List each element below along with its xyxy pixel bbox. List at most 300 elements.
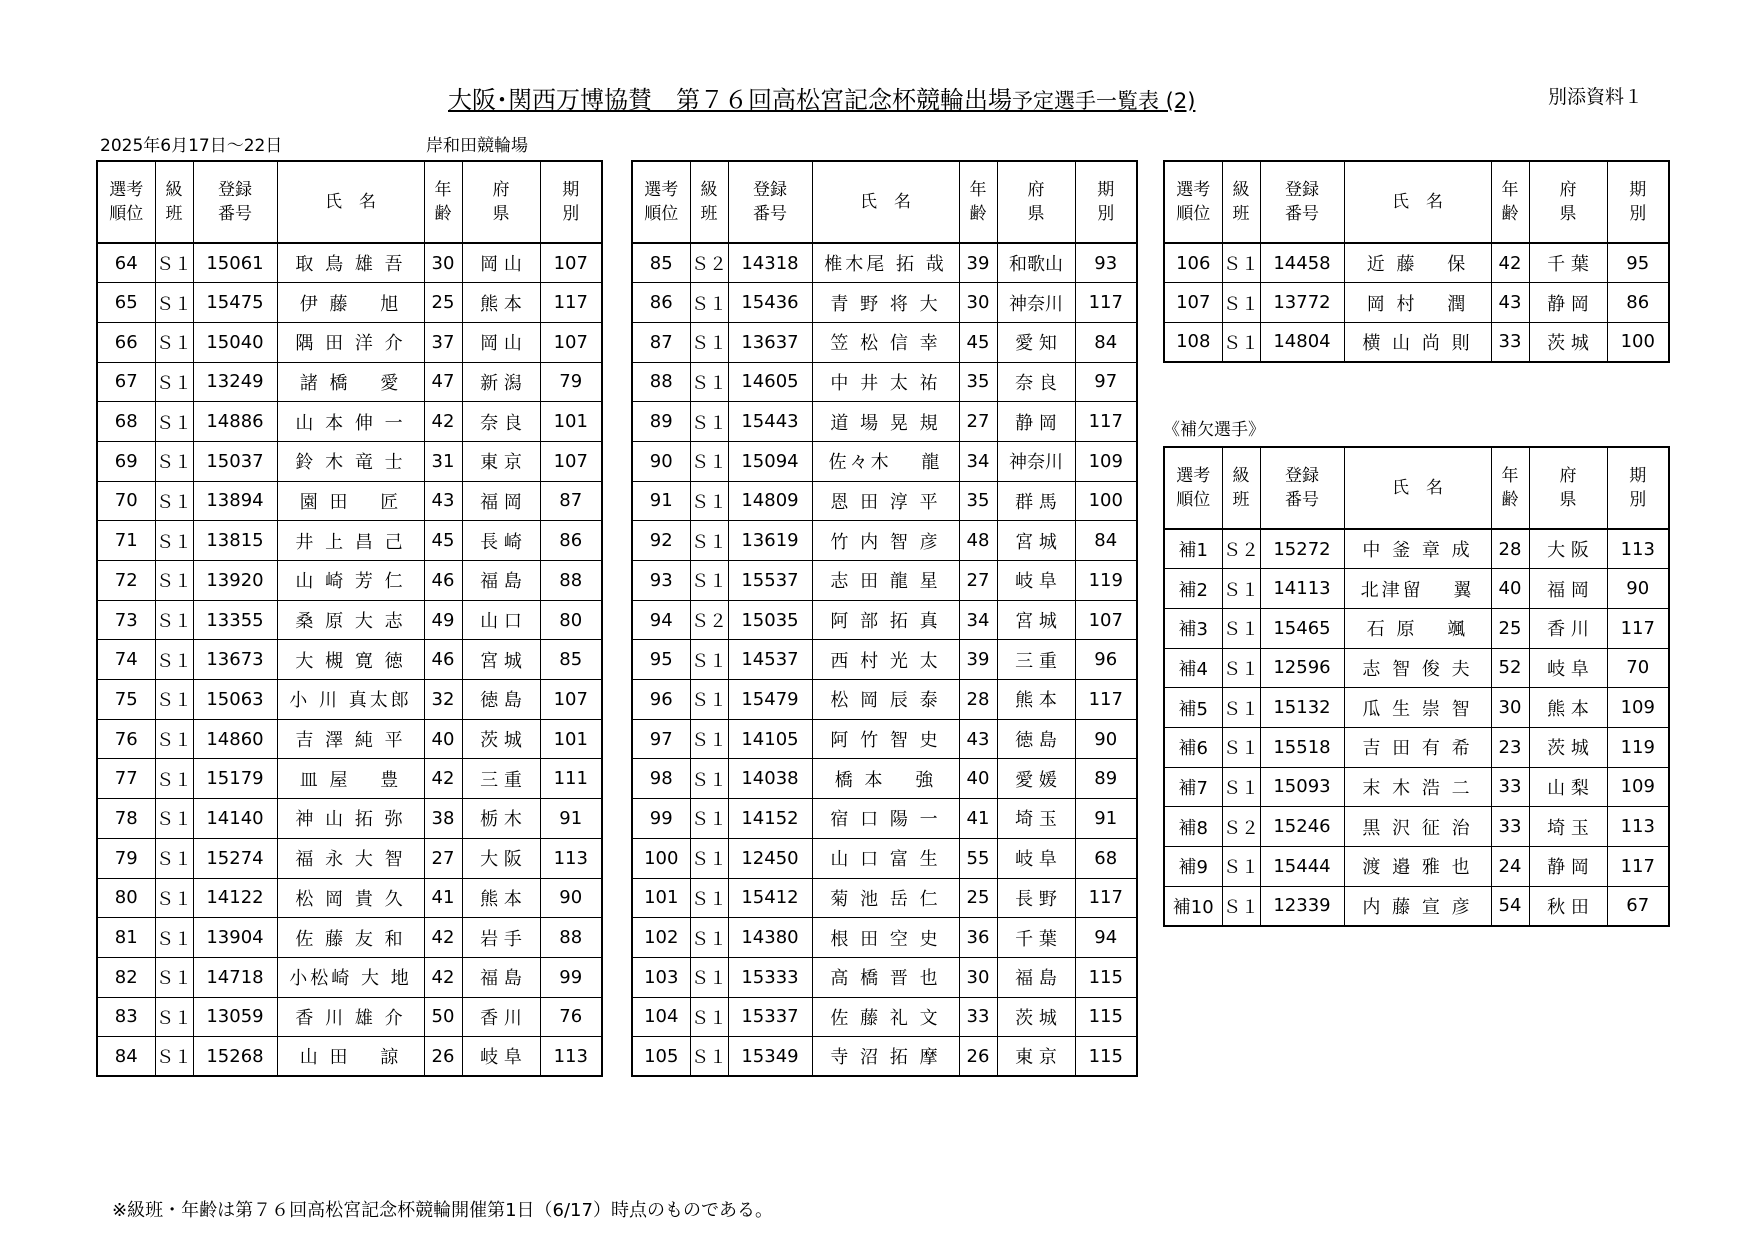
cell-name: 小松崎 大 地: [277, 957, 424, 997]
cell-pref: 茨 城: [1529, 727, 1607, 767]
cell-cls: Ｓ１: [1222, 847, 1260, 887]
cell-pref: 山 口: [462, 600, 540, 640]
cell-name: 隅 田 洋 介: [277, 322, 424, 362]
cell-cls: Ｓ１: [155, 322, 193, 362]
cell-age: 32: [424, 680, 462, 720]
cell-cls: Ｓ１: [155, 561, 193, 601]
cell-age: 46: [424, 640, 462, 680]
cell-rank: 100: [632, 838, 690, 878]
cell-reg: 15518: [1260, 727, 1344, 767]
cell-reg: 15094: [728, 441, 812, 481]
cell-pref: 大 阪: [1529, 529, 1607, 569]
table-row: [632, 322, 1137, 362]
cell-rank: 補3: [1164, 608, 1222, 648]
cell-reg: 15061: [193, 243, 277, 283]
cell-reg: 12450: [728, 838, 812, 878]
roster-table-2: [631, 160, 1138, 1077]
cell-name: 高 橋 晋 也: [812, 957, 959, 997]
cell-name: 近 藤 保: [1344, 243, 1491, 283]
cell-age: 34: [959, 441, 997, 481]
cell-cls: Ｓ１: [690, 997, 728, 1037]
cell-cls: Ｓ１: [690, 680, 728, 720]
table-row: [632, 680, 1137, 720]
table-row: [632, 957, 1137, 997]
table-row: [1164, 243, 1669, 283]
cell-term: 90: [1607, 569, 1669, 609]
table-row: [1164, 847, 1669, 887]
title-main: 大阪･関西万博協賛 第７６回高松宮記念杯競輪出場: [448, 86, 1012, 114]
table-row: [632, 561, 1137, 601]
table-row: [632, 759, 1137, 799]
table-row: [1164, 322, 1669, 362]
cell-age: 50: [424, 997, 462, 1037]
column-header-age: 年 齢: [959, 161, 997, 243]
cell-reg: 15037: [193, 441, 277, 481]
cell-name: 根 田 空 史: [812, 918, 959, 958]
table-row: [1164, 767, 1669, 807]
cell-term: 99: [540, 957, 602, 997]
column-header-cls: 級 班: [1222, 447, 1260, 529]
venue: 岸和田競輪場: [426, 136, 528, 156]
cell-cls: Ｓ１: [690, 561, 728, 601]
cell-pref: 茨 城: [462, 719, 540, 759]
cell-term: 68: [1075, 838, 1137, 878]
cell-name: 竹 内 智 彦: [812, 521, 959, 561]
table-row: [1164, 886, 1669, 926]
cell-name: 志 田 龍 星: [812, 561, 959, 601]
cell-term: 107: [1075, 600, 1137, 640]
cell-rank: 83: [97, 997, 155, 1037]
cell-pref: 宮 城: [997, 600, 1075, 640]
cell-term: 117: [1075, 283, 1137, 323]
cell-name: 山 本 伸 一: [277, 402, 424, 442]
cell-age: 47: [424, 362, 462, 402]
column-header-cls: 級 班: [690, 161, 728, 243]
cell-cls: Ｓ１: [155, 362, 193, 402]
table-row: [97, 521, 602, 561]
cell-reg: 14718: [193, 957, 277, 997]
cell-pref: 奈 良: [462, 402, 540, 442]
table-row: [632, 997, 1137, 1037]
cell-rank: 65: [97, 283, 155, 323]
cell-pref: 岡 山: [462, 243, 540, 283]
column-header-age: 年 齢: [1491, 447, 1529, 529]
table-row: [1164, 727, 1669, 767]
cell-pref: 長 崎: [462, 521, 540, 561]
cell-age: 30: [424, 243, 462, 283]
cell-pref: 三 重: [462, 759, 540, 799]
cell-rank: 102: [632, 918, 690, 958]
cell-rank: 67: [97, 362, 155, 402]
cell-pref: 熊 本: [462, 283, 540, 323]
cell-cls: Ｓ１: [690, 362, 728, 402]
cell-reg: 13355: [193, 600, 277, 640]
footnote: ※級班・年齢は第７６回高松宮記念杯競輪開催第1日（6/17）時点のものである。: [112, 1200, 773, 1221]
cell-age: 25: [424, 283, 462, 323]
cell-rank: 103: [632, 957, 690, 997]
cell-rank: 96: [632, 680, 690, 720]
cell-term: 96: [1075, 640, 1137, 680]
cell-cls: Ｓ１: [690, 481, 728, 521]
cell-term: 115: [1075, 997, 1137, 1037]
cell-rank: 101: [632, 878, 690, 918]
cell-pref: 千 葉: [997, 918, 1075, 958]
cell-cls: Ｓ１: [690, 918, 728, 958]
cell-age: 30: [959, 957, 997, 997]
cell-term: 67: [1607, 886, 1669, 926]
cell-cls: Ｓ１: [155, 521, 193, 561]
cell-name: 宿 口 陽 一: [812, 799, 959, 839]
table-row: [1164, 283, 1669, 323]
cell-reg: 14605: [728, 362, 812, 402]
cell-name: 椎木尾 拓 哉: [812, 243, 959, 283]
cell-age: 43: [424, 481, 462, 521]
cell-age: 42: [424, 759, 462, 799]
date-range: 2025年6月17日～22日: [100, 136, 283, 156]
cell-reg: 13249: [193, 362, 277, 402]
cell-reg: 15436: [728, 283, 812, 323]
table-row: [97, 561, 602, 601]
cell-cls: Ｓ１: [1222, 688, 1260, 728]
cell-pref: 香 川: [1529, 608, 1607, 648]
cell-term: 117: [1075, 878, 1137, 918]
cell-reg: 14105: [728, 719, 812, 759]
cell-rank: 補1: [1164, 529, 1222, 569]
cell-rank: 68: [97, 402, 155, 442]
cell-rank: 77: [97, 759, 155, 799]
cell-age: 39: [959, 640, 997, 680]
cell-pref: 福 島: [997, 957, 1075, 997]
cell-cls: Ｓ１: [1222, 283, 1260, 323]
cell-name: 渡 邉 雅 也: [1344, 847, 1491, 887]
cell-name: 神 山 拓 弥: [277, 799, 424, 839]
table-row: [1164, 648, 1669, 688]
table-row: [632, 918, 1137, 958]
column-header-name: 氏 名: [1344, 447, 1491, 529]
cell-age: 54: [1491, 886, 1529, 926]
cell-term: 93: [1075, 243, 1137, 283]
header-row: [632, 161, 1137, 243]
cell-term: 117: [1075, 680, 1137, 720]
cell-pref: 奈 良: [997, 362, 1075, 402]
table-row: [97, 799, 602, 839]
cell-rank: 補8: [1164, 807, 1222, 847]
cell-rank: 69: [97, 441, 155, 481]
cell-term: 76: [540, 997, 602, 1037]
cell-cls: Ｓ１: [155, 283, 193, 323]
cell-rank: 95: [632, 640, 690, 680]
table-row: [632, 640, 1137, 680]
table-row: [1164, 608, 1669, 648]
table-row: [1164, 688, 1669, 728]
cell-reg: 15246: [1260, 807, 1344, 847]
table-row: [97, 441, 602, 481]
cell-name: 阿 竹 智 史: [812, 719, 959, 759]
cell-cls: Ｓ１: [690, 878, 728, 918]
cell-term: 86: [540, 521, 602, 561]
cell-rank: 93: [632, 561, 690, 601]
cell-cls: Ｓ１: [1222, 608, 1260, 648]
cell-term: 84: [1075, 521, 1137, 561]
cell-rank: 72: [97, 561, 155, 601]
cell-term: 115: [1075, 957, 1137, 997]
cell-cls: Ｓ１: [155, 402, 193, 442]
cell-rank: 66: [97, 322, 155, 362]
cell-age: 31: [424, 441, 462, 481]
table-row: [632, 283, 1137, 323]
table-row: [97, 322, 602, 362]
cell-name: 寺 沼 拓 摩: [812, 1037, 959, 1077]
cell-term: 88: [540, 918, 602, 958]
cell-pref: 熊 本: [1529, 688, 1607, 728]
cell-term: 70: [1607, 648, 1669, 688]
cell-cls: Ｓ１: [155, 600, 193, 640]
cell-age: 23: [1491, 727, 1529, 767]
table-row: [632, 402, 1137, 442]
cell-reg: 15272: [1260, 529, 1344, 569]
cell-pref: 山 梨: [1529, 767, 1607, 807]
cell-name: 岡 村 潤: [1344, 283, 1491, 323]
cell-rank: 97: [632, 719, 690, 759]
cell-name: 西 村 光 太: [812, 640, 959, 680]
cell-age: 41: [424, 878, 462, 918]
cell-age: 42: [1491, 243, 1529, 283]
cell-age: 42: [424, 957, 462, 997]
column-header-reg: 登録 番号: [1260, 447, 1344, 529]
cell-rank: 105: [632, 1037, 690, 1077]
cell-cls: Ｓ１: [690, 521, 728, 561]
cell-name: 佐 藤 礼 文: [812, 997, 959, 1037]
cell-rank: 64: [97, 243, 155, 283]
cell-age: 35: [959, 481, 997, 521]
table-row: [632, 838, 1137, 878]
cell-age: 42: [424, 918, 462, 958]
cell-cls: Ｓ１: [690, 640, 728, 680]
cell-term: 113: [540, 1037, 602, 1077]
cell-cls: Ｓ２: [1222, 529, 1260, 569]
cell-term: 80: [540, 600, 602, 640]
cell-term: 86: [1607, 283, 1669, 323]
cell-age: 30: [1491, 688, 1529, 728]
cell-age: 28: [1491, 529, 1529, 569]
cell-reg: 14809: [728, 481, 812, 521]
cell-rank: 84: [97, 1037, 155, 1077]
cell-name: 佐々木 龍: [812, 441, 959, 481]
cell-age: 49: [424, 600, 462, 640]
cell-pref: 香 川: [462, 997, 540, 1037]
table-row: [97, 243, 602, 283]
cell-name: 伊 藤 旭: [277, 283, 424, 323]
cell-pref: 秋 田: [1529, 886, 1607, 926]
table-row: [632, 481, 1137, 521]
cell-reg: 13772: [1260, 283, 1344, 323]
cell-pref: 徳 島: [462, 680, 540, 720]
cell-pref: 福 岡: [462, 481, 540, 521]
cell-reg: 15412: [728, 878, 812, 918]
cell-reg: 15465: [1260, 608, 1344, 648]
cell-pref: 福 岡: [1529, 569, 1607, 609]
cell-pref: 静 岡: [1529, 283, 1607, 323]
cell-term: 91: [540, 799, 602, 839]
cell-term: 95: [1607, 243, 1669, 283]
cell-pref: 岩 手: [462, 918, 540, 958]
cell-rank: 91: [632, 481, 690, 521]
cell-cls: Ｓ１: [1222, 727, 1260, 767]
table-row: [1164, 807, 1669, 847]
cell-rank: 71: [97, 521, 155, 561]
cell-term: 111: [540, 759, 602, 799]
cell-reg: 14804: [1260, 322, 1344, 362]
cell-pref: 宮 城: [462, 640, 540, 680]
cell-rank: 85: [632, 243, 690, 283]
document-title: [448, 80, 1195, 115]
cell-term: 90: [540, 878, 602, 918]
attachment-label: 別添資料１: [1548, 86, 1644, 108]
cell-term: 117: [1607, 847, 1669, 887]
table-row: [97, 1037, 602, 1077]
cell-reg: 13815: [193, 521, 277, 561]
cell-name: 橋 本 強: [812, 759, 959, 799]
column-header-reg: 登録 番号: [728, 161, 812, 243]
title-tail: 予定選手一覧表 (2): [1012, 89, 1196, 113]
cell-reg: 15179: [193, 759, 277, 799]
cell-name: 山 田 諒: [277, 1037, 424, 1077]
cell-pref: 神奈川: [997, 283, 1075, 323]
cell-cls: Ｓ１: [690, 1037, 728, 1077]
column-header-pref: 府 県: [1529, 447, 1607, 529]
cell-age: 43: [959, 719, 997, 759]
cell-term: 79: [540, 362, 602, 402]
cell-age: 30: [959, 283, 997, 323]
cell-age: 45: [959, 322, 997, 362]
cell-term: 117: [1075, 402, 1137, 442]
table-row: [97, 838, 602, 878]
cell-name: 小 川 真太郎: [277, 680, 424, 720]
cell-name: 佐 藤 友 和: [277, 918, 424, 958]
cell-name: 鈴 木 竜 士: [277, 441, 424, 481]
cell-rank: 76: [97, 719, 155, 759]
roster-table-1: [96, 160, 603, 1077]
cell-rank: 89: [632, 402, 690, 442]
cell-name: 内 藤 宣 彦: [1344, 886, 1491, 926]
cell-pref: 大 阪: [462, 838, 540, 878]
table-row: [632, 600, 1137, 640]
cell-reg: 14380: [728, 918, 812, 958]
cell-rank: 補2: [1164, 569, 1222, 609]
cell-reg: 15479: [728, 680, 812, 720]
cell-age: 33: [959, 997, 997, 1037]
cell-term: 88: [540, 561, 602, 601]
table-row: [632, 521, 1137, 561]
cell-term: 115: [1075, 1037, 1137, 1077]
table-row: [97, 402, 602, 442]
cell-name: 井 上 昌 己: [277, 521, 424, 561]
column-header-age: 年 齢: [424, 161, 462, 243]
cell-pref: 愛 知: [997, 322, 1075, 362]
cell-name: 志 智 俊 夫: [1344, 648, 1491, 688]
cell-age: 52: [1491, 648, 1529, 688]
cell-age: 27: [959, 561, 997, 601]
table-row: [97, 759, 602, 799]
cell-pref: 東 京: [997, 1037, 1075, 1077]
cell-name: 松 岡 貴 久: [277, 878, 424, 918]
table-row: [97, 997, 602, 1037]
cell-age: 38: [424, 799, 462, 839]
cell-term: 113: [1607, 807, 1669, 847]
cell-rank: 80: [97, 878, 155, 918]
cell-pref: 岐 阜: [1529, 648, 1607, 688]
cell-pref: 岐 阜: [997, 561, 1075, 601]
cell-reg: 14860: [193, 719, 277, 759]
cell-cls: Ｓ１: [155, 481, 193, 521]
column-header-age: 年 齢: [1491, 161, 1529, 243]
cell-rank: 107: [1164, 283, 1222, 323]
cell-name: 園 田 匠: [277, 481, 424, 521]
column-header-name: 氏 名: [1344, 161, 1491, 243]
cell-name: 吉 澤 純 平: [277, 719, 424, 759]
cell-cls: Ｓ１: [155, 719, 193, 759]
cell-cls: Ｓ１: [690, 283, 728, 323]
roster-table-3: [1163, 160, 1670, 363]
cell-reg: 13673: [193, 640, 277, 680]
cell-pref: 栃 木: [462, 799, 540, 839]
cell-age: 37: [424, 322, 462, 362]
column-header-rank: 選考 順位: [632, 161, 690, 243]
cell-name: 中 井 太 祐: [812, 362, 959, 402]
cell-name: 黒 沢 征 治: [1344, 807, 1491, 847]
cell-age: 26: [959, 1037, 997, 1077]
cell-age: 26: [424, 1037, 462, 1077]
table-row: [97, 918, 602, 958]
cell-age: 24: [1491, 847, 1529, 887]
cell-term: 113: [1607, 529, 1669, 569]
table-row: [97, 957, 602, 997]
cell-pref: 静 岡: [1529, 847, 1607, 887]
cell-term: 101: [540, 402, 602, 442]
substitutes-table: [1163, 446, 1670, 927]
cell-cls: Ｓ２: [690, 600, 728, 640]
cell-cls: Ｓ１: [155, 243, 193, 283]
cell-cls: Ｓ１: [690, 441, 728, 481]
cell-pref: 徳 島: [997, 719, 1075, 759]
cell-pref: 福 島: [462, 957, 540, 997]
cell-rank: 補4: [1164, 648, 1222, 688]
table-row: [632, 362, 1137, 402]
column-header-name: 氏 名: [812, 161, 959, 243]
cell-pref: 茨 城: [997, 997, 1075, 1037]
cell-age: 33: [1491, 322, 1529, 362]
cell-cls: Ｓ１: [155, 1037, 193, 1077]
cell-name: 皿 屋 豊: [277, 759, 424, 799]
cell-reg: 15274: [193, 838, 277, 878]
cell-age: 41: [959, 799, 997, 839]
cell-rank: 81: [97, 918, 155, 958]
cell-cls: Ｓ１: [155, 918, 193, 958]
table-row: [1164, 569, 1669, 609]
cell-pref: 熊 本: [997, 680, 1075, 720]
cell-name: 大 槻 寛 徳: [277, 640, 424, 680]
table-row: [97, 640, 602, 680]
cell-pref: 東 京: [462, 441, 540, 481]
cell-age: 45: [424, 521, 462, 561]
table-row: [97, 600, 602, 640]
cell-term: 107: [540, 322, 602, 362]
cell-age: 34: [959, 600, 997, 640]
cell-reg: 13637: [728, 322, 812, 362]
column-header-cls: 級 班: [1222, 161, 1260, 243]
cell-rank: 90: [632, 441, 690, 481]
cell-pref: 埼 玉: [1529, 807, 1607, 847]
